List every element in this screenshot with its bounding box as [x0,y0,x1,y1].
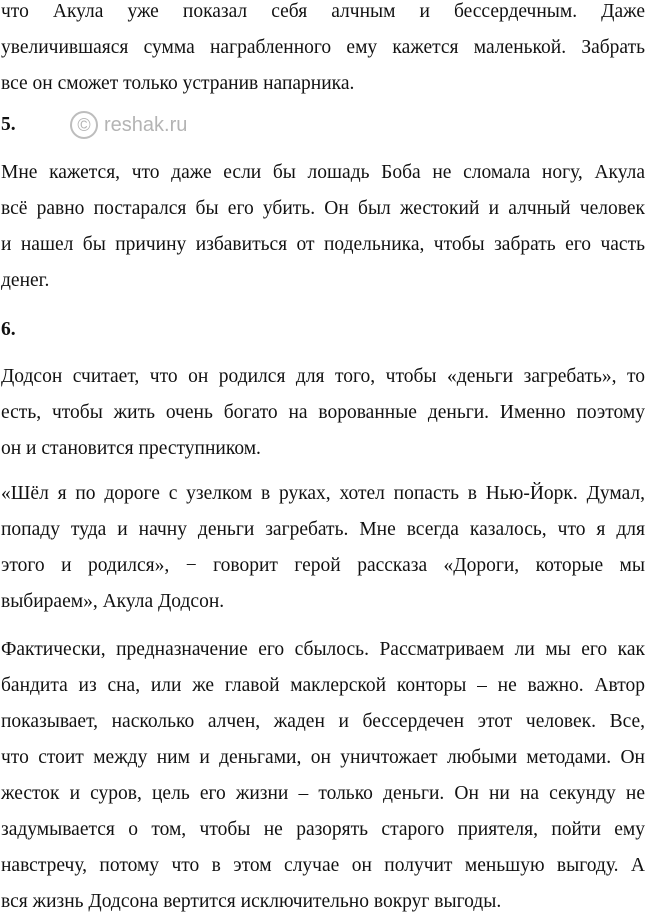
text-line: и нашел бы причину избавиться от подельника, чтобы забрать его часть [1,234,645,255]
quote-line: этого и родился», − говорит герой рассказа «Дороги, которые мы [1,555,645,576]
text-line: что стоит между ним и деньгами, он уничтожает любыми методами. Он [1,747,645,768]
watermark [70,107,187,143]
quote-line: «Шёл я по дороге с узелком в руках, хотел попасть в Нью-Йорк. Думал, [1,483,645,504]
text-line: что Акула уже показал себя алчным и бессердечным. Даже [1,1,645,22]
text-line: показывает, насколько алчен, жаден и бессердечен этот человек. Все, [1,711,645,732]
watermark-text: reshak.ru [104,114,188,136]
text-line: бандита из сна, или же главой маклерской конторы – не важно. Автор [1,675,645,696]
text-line: всё равно постарался бы его убить. Он был жестокий и алчный человек [1,198,645,219]
text-line: навстречу, потому что в этом случае он получит меньшую выгоду. А [1,855,645,876]
text-line: он и становится преступником. [1,438,261,459]
section-heading-5: 5. [1,114,16,135]
text-line: вся жизнь Додсона вертится исключительно вокруг выгоды. [1,891,502,912]
text-line: Додсон считает, что он родился для того, чтобы «деньги загребать», то [1,366,645,387]
text-line: жесток и суров, цель его жизни – только деньги. Он ни на секунду не [1,783,645,804]
quote-line: выбираем», Акула Додсон. [1,591,225,612]
text-line: Мне кажется, что даже если бы лошадь Боба не сломала ногу, Акула [1,162,645,183]
quote-line: попаду туда и начну деньги загребать. Мне всегда казалось, что я для [1,519,645,540]
copyright-icon: © [70,111,98,139]
text-line: увеличившаяся сумма награбленного ему кажется маленькой. Забрать [1,37,645,58]
text-line: все он сможет только устранив напарника. [1,73,355,94]
section-heading-6: 6. [1,319,16,340]
text-line: задумывается о том, чтобы не разорять старого приятеля, пойти ему [1,819,645,840]
text-line: есть, чтобы жить очень богато на ворованные деньги. Именно поэтому [1,402,645,423]
text-line: Фактически, предназначение его сбылось. Рассматриваем ли мы его как [1,639,645,660]
text-line: денег. [1,270,50,291]
